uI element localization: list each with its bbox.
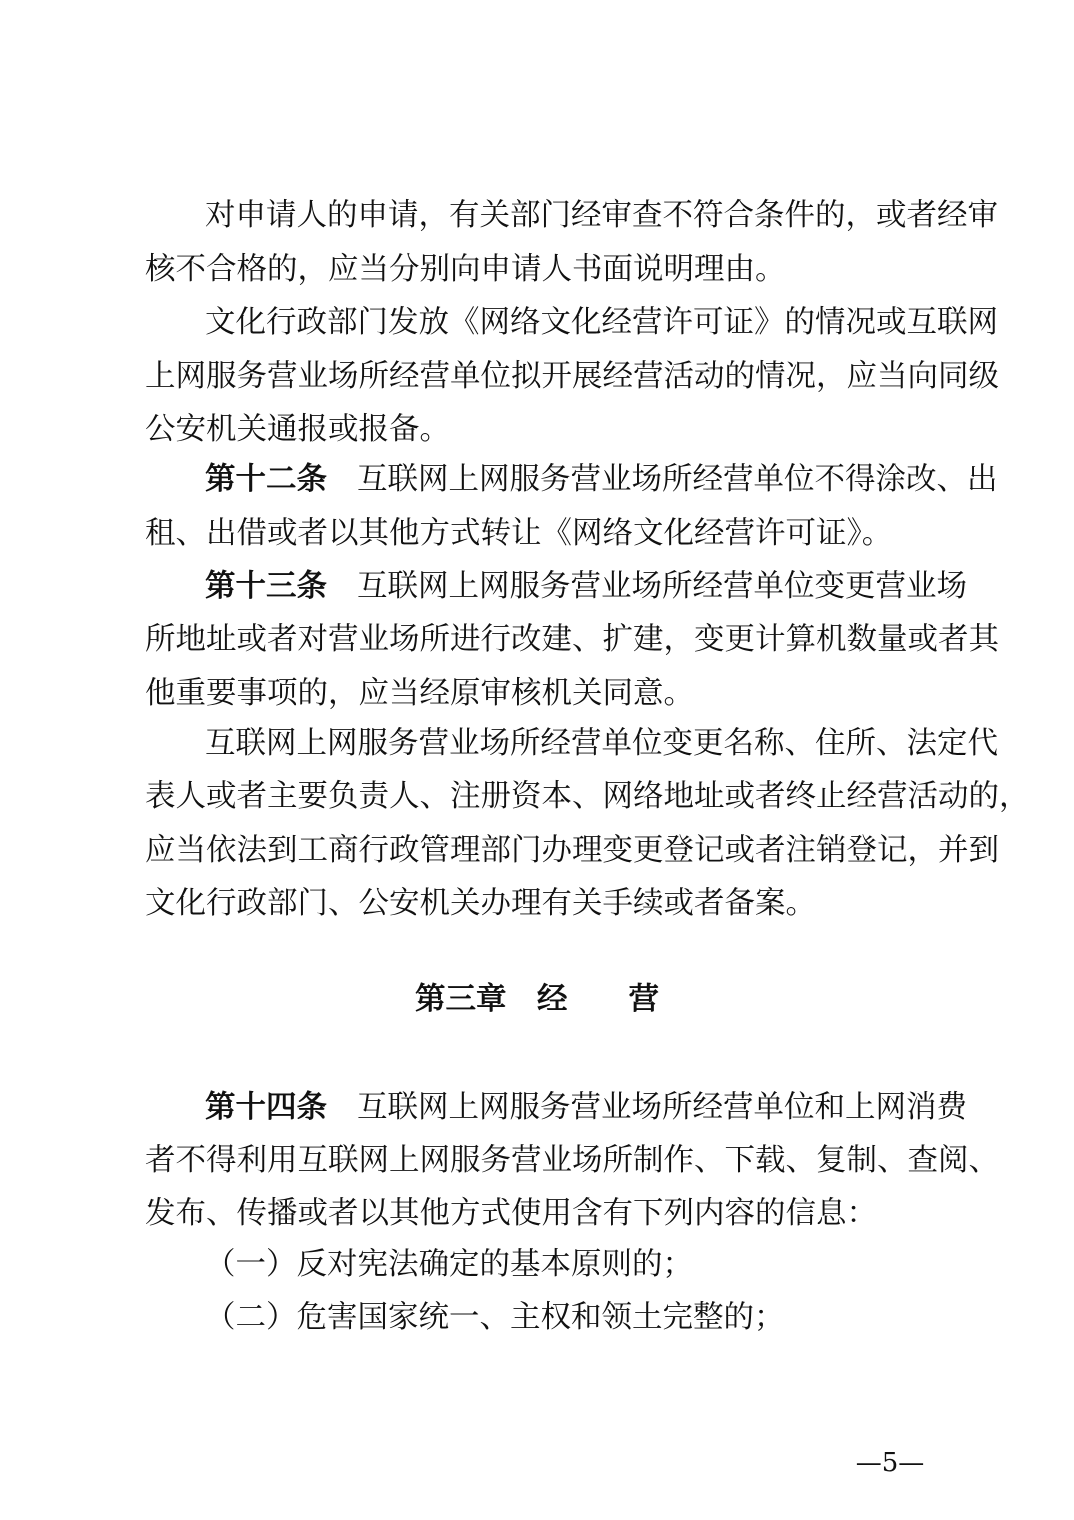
- chapter-title: 第三章 经 营: [415, 982, 659, 1017]
- paragraph-text: 互联网上网服务营业场所经营单位变更营业场: [357, 569, 967, 604]
- paragraph-line: 者不得利用互联网上网服务营业场所制作、下载、复制、查阅、: [145, 1143, 999, 1178]
- paragraph-line: 对申请人的申请，有关部门经审查不符合条件的，或者经审: [205, 198, 998, 233]
- paragraph-text: 互联网上网服务营业场所经营单位不得涂改、出: [357, 462, 998, 497]
- article-13-first-line: [205, 567, 967, 607]
- article-12-first-line: [205, 460, 998, 500]
- article-heading: 第十四条: [205, 1090, 327, 1125]
- paragraph-line: 他重要事项的，应当经原审核机关同意。: [145, 676, 694, 711]
- article-14-first-line: [205, 1088, 967, 1128]
- paragraph-line: 互联网上网服务营业场所经营单位变更名称、住所、法定代: [205, 726, 998, 761]
- paragraph-line: 所地址或者对营业场所进行改建、扩建，变更计算机数量或者其: [145, 622, 999, 657]
- paragraph-line: 文化行政部门、公安机关办理有关手续或者备案。: [145, 886, 816, 921]
- paragraph-line: 发布、传播或者以其他方式使用含有下列内容的信息：: [145, 1196, 877, 1231]
- paragraph-line: 应当依法到工商行政管理部门办理变更登记或者注销登记，并到: [145, 833, 999, 868]
- paragraph-line: 上网服务营业场所经营单位拟开展经营活动的情况，应当向同级: [145, 359, 999, 394]
- article-heading: 第十二条: [205, 462, 327, 497]
- paragraph-line: 表人或者主要负责人、注册资本、网络地址或者终止经营活动的，: [145, 779, 1030, 814]
- paragraph-line: 租、出借或者以其他方式转让《网络文化经营许可证》。: [145, 516, 893, 551]
- list-item: （二）危害国家统一、主权和领土完整的；: [205, 1300, 785, 1335]
- paragraph-text: 互联网上网服务营业场所经营单位和上网消费: [357, 1090, 967, 1125]
- paragraph-line: 文化行政部门发放《网络文化经营许可证》的情况或互联网: [205, 305, 998, 340]
- article-heading: 第十三条: [205, 569, 327, 604]
- list-item: （一）反对宪法确定的基本原则的；: [205, 1247, 693, 1282]
- page-number: —5—: [855, 1448, 925, 1478]
- paragraph-line: 核不合格的，应当分别向申请人书面说明理由。: [145, 252, 786, 287]
- paragraph-line: 公安机关通报或报备。: [145, 412, 450, 447]
